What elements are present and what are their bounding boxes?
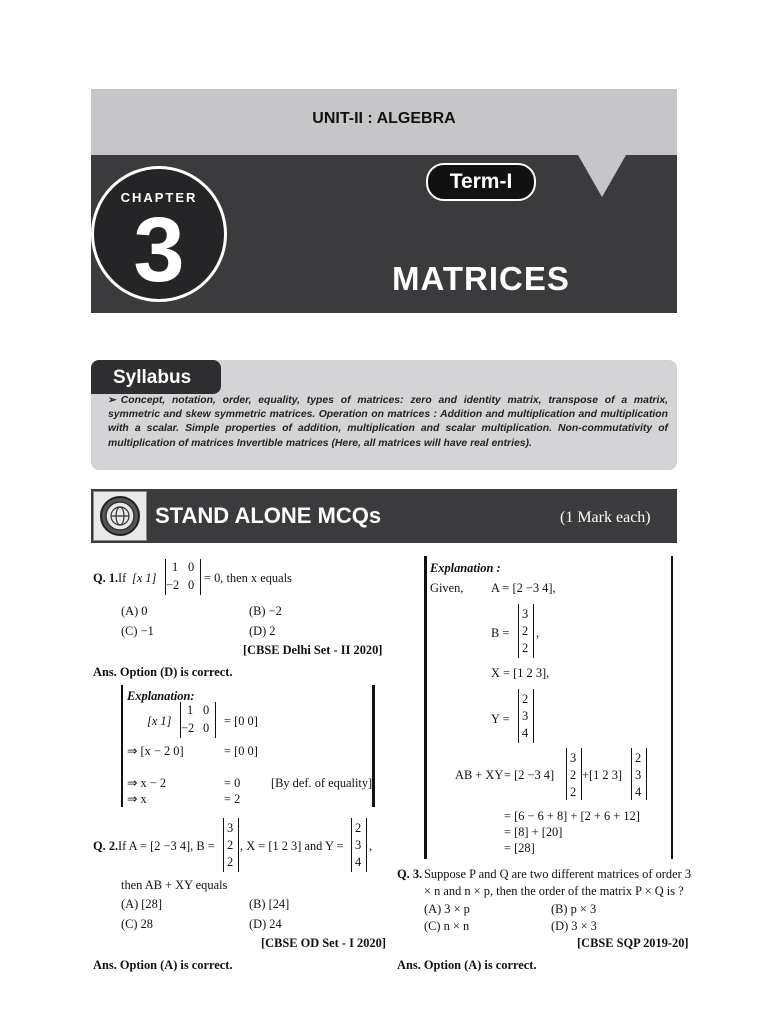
q1-exp-line3-note: [By def. of equality] bbox=[271, 776, 373, 790]
q2-exp-a: A = [2 −3 4], bbox=[491, 581, 556, 595]
q2-explanation-left-rule bbox=[424, 556, 427, 859]
q1-option-d: (D) 2 bbox=[249, 624, 276, 638]
q1-answer: Ans. Option (D) is correct. bbox=[93, 665, 233, 679]
q2-exp-ab-label: AB + XY bbox=[455, 768, 504, 782]
q1-exp-line1-rhs: = [0 0] bbox=[224, 714, 258, 728]
q2-y3: 4 bbox=[355, 855, 362, 869]
q2-b2: 2 bbox=[227, 838, 234, 852]
section-title: STAND ALONE MCQs bbox=[155, 503, 382, 528]
q1-explanation-heading: Explanation: bbox=[127, 689, 195, 703]
q2-exp-bc1: 3 bbox=[570, 751, 577, 765]
unit-title: UNIT-II : ALGEBRA bbox=[312, 110, 456, 127]
q1-source: [CBSE Delhi Set - II 2020] bbox=[243, 643, 383, 657]
q1-m12: 0 bbox=[188, 560, 195, 574]
q1-option-a: (A) 0 bbox=[121, 604, 148, 618]
q2-exp-b-label: B = bbox=[491, 626, 510, 640]
q1-exp-line2-rhs: = [0 0] bbox=[224, 744, 258, 758]
q1-exp-m11: 1 bbox=[187, 703, 194, 717]
q3-option-a: (A) 3 × p bbox=[424, 902, 470, 916]
q1-m21: −2 bbox=[166, 578, 180, 592]
q1-row-vector: [x 1] bbox=[132, 571, 157, 585]
q3-option-b: (B) p × 3 bbox=[551, 902, 597, 916]
q1-exp-line3-lhs: ⇒ x − 2 bbox=[127, 776, 167, 790]
q2-exp-y2: 3 bbox=[522, 709, 529, 723]
q3-source: [CBSE SQP 2019-20] bbox=[577, 936, 689, 950]
arrow-bullet-icon: ➢ bbox=[108, 395, 117, 406]
q2-exp-b-comma: , bbox=[536, 626, 540, 640]
q1-exp-line4-lhs: ⇒ x bbox=[127, 792, 147, 806]
q1-exp-line1-lhs: [x 1] bbox=[147, 714, 172, 728]
q2-option-d: (D) 24 bbox=[249, 917, 282, 931]
q1-explanation-left-rule bbox=[121, 685, 123, 807]
q2-exp-result1: = [6 − 6 + 8] + [2 + 6 + 12] bbox=[504, 809, 640, 823]
q2-exp-result3: = [28] bbox=[504, 841, 535, 855]
q2-exp-b2: 2 bbox=[522, 624, 529, 638]
q2-exp-bc2: 2 bbox=[570, 768, 577, 782]
q2-answer: Ans. Option (A) is correct. bbox=[93, 958, 233, 972]
globe-icon-box bbox=[93, 491, 147, 541]
q2-exp-yc2: 3 bbox=[635, 768, 642, 782]
q1-m11: 1 bbox=[172, 560, 179, 574]
q2-exp-ab-row: = [2 −3 4] bbox=[504, 768, 555, 782]
q1-explanation-right-rule bbox=[372, 685, 375, 807]
q2-y1: 2 bbox=[355, 821, 362, 835]
q2-exp-y1: 2 bbox=[522, 692, 529, 706]
q2-option-c: (C) 28 bbox=[121, 917, 154, 931]
q2-exp-b3: 2 bbox=[522, 641, 529, 655]
syllabus-content: Concept, notation, order, equality, types of matrices: zero and identity matrix, transpose of a matrix, symmetric and skew symmetric matrices. Operation on matrices : Addition and multiplication and multiplication with a scalar. Simple properties of addition, multiplication and scalar multiplication. Non-commutativity of multiplication of matrices Invertible matrices (Here, all matrices will have real entries). bbox=[108, 395, 668, 449]
q1-text: = 0, then x equals bbox=[204, 571, 292, 585]
syllabus-title: Syllabus bbox=[91, 360, 221, 394]
q3-option-c: (C) n × n bbox=[424, 919, 470, 933]
banner-notch bbox=[578, 155, 626, 197]
q2-exp-b1: 3 bbox=[522, 607, 529, 621]
q2-exp-x: X = [1 2 3], bbox=[491, 666, 550, 680]
q2-explanation-right-rule bbox=[671, 556, 673, 859]
q2-source: [CBSE OD Set - I 2020] bbox=[261, 936, 386, 950]
q2-option-b: (B) [24] bbox=[249, 897, 290, 911]
q2-b1: 3 bbox=[227, 821, 234, 835]
q2-exp-y-label: Y = bbox=[491, 712, 510, 726]
q2-exp-yc1: 2 bbox=[635, 751, 642, 765]
q1-exp-m12: 0 bbox=[203, 703, 210, 717]
q1-if: If bbox=[118, 571, 127, 585]
q3-line1: Suppose P and Q are two different matrices of order 3 bbox=[424, 867, 692, 881]
q1-option-c: (C) −1 bbox=[121, 624, 154, 638]
globe-icon bbox=[94, 492, 146, 540]
q3-line2: × n and n × p, then the order of the matrix P × Q is ? bbox=[424, 884, 684, 898]
q1-exp-line3-rhs: = 0 bbox=[224, 776, 241, 790]
q1-m22: 0 bbox=[188, 578, 195, 592]
q2-exp-y3: 4 bbox=[522, 726, 529, 740]
q1-exp-m22: 0 bbox=[203, 721, 210, 735]
term-badge: Term-I bbox=[426, 163, 536, 201]
q2-exp-bc3: 2 bbox=[570, 785, 577, 799]
q2-explanation-heading: Explanation : bbox=[430, 561, 501, 575]
q2-y2: 3 bbox=[355, 838, 362, 852]
chapter-title: MATRICES bbox=[392, 260, 570, 297]
q1-exp-line4-rhs: = 2 bbox=[224, 792, 241, 806]
q1-label: Q. 1. bbox=[93, 571, 119, 585]
q2-text-end: , bbox=[369, 839, 373, 853]
q2-label: Q. 2. bbox=[93, 839, 119, 853]
q3-option-d: (D) 3 × 3 bbox=[551, 919, 597, 933]
q1-exp-line2-lhs: ⇒ [x − 2 0] bbox=[127, 744, 184, 758]
q2-b3: 2 bbox=[227, 855, 234, 869]
q3-answer: Ans. Option (A) is correct. bbox=[397, 958, 537, 972]
chapter-label: CHAPTER bbox=[120, 190, 198, 205]
q2-text: If A = [2 −3 4], B = bbox=[118, 839, 215, 853]
q2-exp-yc3: 4 bbox=[635, 785, 642, 799]
q1-exp-m21: −2 bbox=[181, 721, 195, 735]
section-marks: (1 Mark each) bbox=[560, 509, 651, 526]
q2-then: then AB + XY equals bbox=[121, 878, 228, 892]
q2-exp-given: Given, bbox=[430, 581, 464, 595]
q3-label: Q. 3. bbox=[397, 867, 423, 881]
q2-text-mid: , X = [1 2 3] and Y = bbox=[240, 839, 344, 853]
q2-exp-result2: = [8] + [20] bbox=[504, 825, 563, 839]
q2-option-a: (A) [28] bbox=[121, 897, 162, 911]
q2-exp-ab-mid: +[1 2 3] bbox=[582, 768, 623, 782]
q1-option-b: (B) −2 bbox=[249, 604, 282, 618]
syllabus-text bbox=[108, 394, 668, 451]
chapter-number: 3 bbox=[133, 199, 185, 301]
